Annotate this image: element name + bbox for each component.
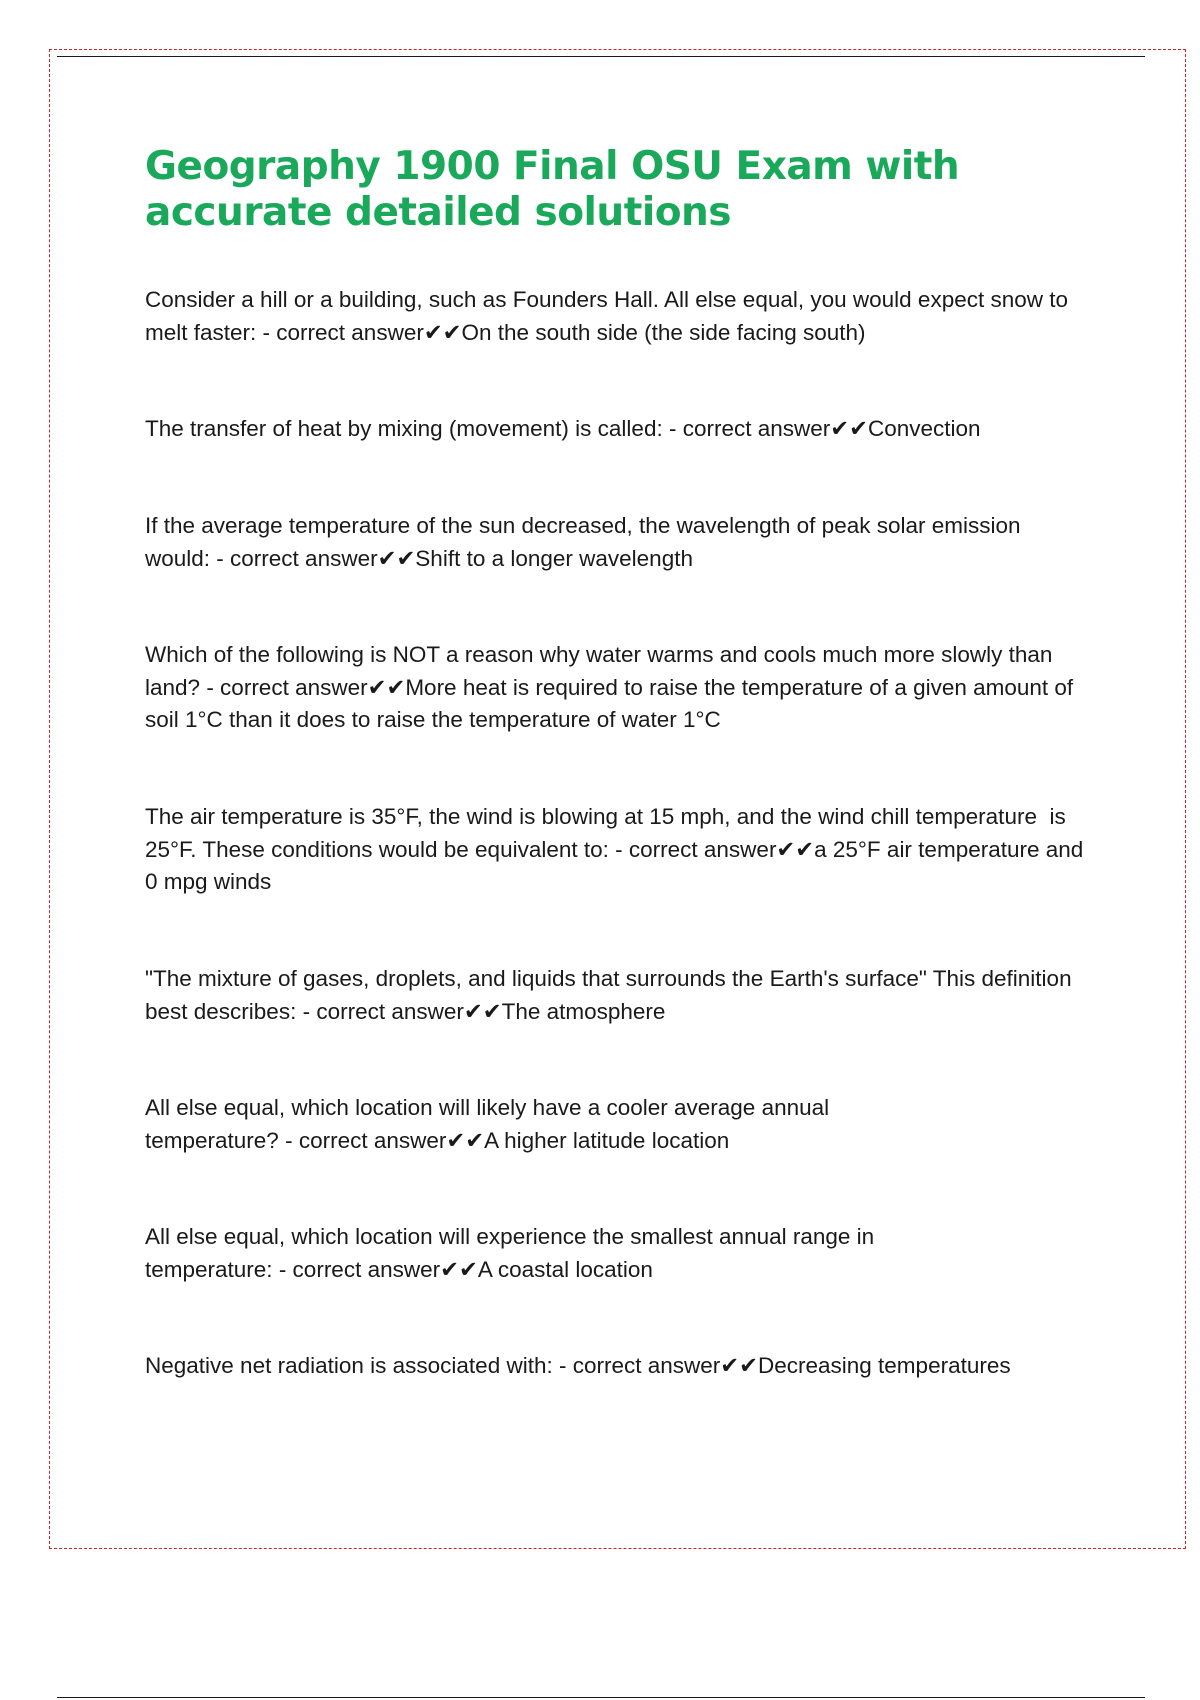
answer-marker: - correct answer✔✔	[662, 416, 868, 441]
qa-item-6	[145, 963, 1095, 1028]
question-text: All else equal, which location will experience the smallest annual range in temperature:	[145, 1224, 881, 1282]
question-text: All else equal, which location will likely have a cooler average annual temperature?	[145, 1095, 836, 1153]
answer-text: More heat is required to raise the temperature of a given amount of soil 1°C than it does to raise the temperature of water 1°C	[145, 674, 1080, 732]
answer-text: The atmosphere	[501, 998, 666, 1024]
qa-item-7	[145, 1092, 1095, 1157]
qa-item-9	[145, 1350, 1095, 1383]
answer-marker: - correct answer✔✔	[278, 1127, 485, 1153]
page-frame	[49, 49, 1186, 1549]
question-text: The transfer of heat by mixing (movement) is called:	[145, 416, 663, 441]
answer-text: Shift to a longer wavelength	[415, 545, 693, 571]
answer-text: On the south side (the side facing south)	[461, 319, 866, 345]
answer-text: Decreasing temperatures	[757, 1353, 1011, 1378]
qa-item-5	[145, 801, 1095, 899]
question-text: If the average temperature of the sun decreased, the wavelength of peak solar emission would:	[145, 513, 1027, 571]
answer-text: A higher latitude location	[484, 1127, 730, 1153]
answer-marker: - correct answer✔✔	[552, 1353, 758, 1378]
question-text: Which of the following is NOT a reason why water warms and cools much more slowly than land?	[145, 642, 1059, 700]
qa-item-8	[145, 1221, 1095, 1286]
question-text: Negative net radiation is associated with:	[145, 1353, 553, 1378]
answer-marker: - correct answer✔✔	[608, 836, 815, 862]
qa-item-4	[145, 639, 1095, 737]
qa-item-2	[145, 413, 1095, 446]
answer-marker: - correct answer✔✔	[200, 674, 406, 700]
bottom-rule	[57, 1697, 1145, 1698]
answer-marker: - correct answer✔✔	[256, 319, 462, 345]
answer-text: A coastal location	[477, 1256, 653, 1282]
answer-marker: - correct answer✔✔	[210, 545, 416, 571]
qa-item-1	[145, 284, 1095, 349]
answer-text: Convection	[867, 416, 981, 441]
question-text: The air temperature is 35°F, the wind is blowing at 15 mph, and the wind chill temperature is 25°F. These conditions would be equivalent to:	[145, 804, 1072, 862]
question-text: Consider a hill or a building, such as Founders Hall. All else equal, you would expect snow to melt faster:	[145, 287, 1075, 345]
answer-marker: - correct answer✔✔	[272, 1256, 478, 1282]
qa-item-3	[145, 510, 1095, 575]
answer-text: a 25°F air temperature and 0 mpg winds	[145, 836, 1090, 894]
question-text: "The mixture of gases, droplets, and liquids that surrounds the Earth's surface" This definition best describes:	[145, 966, 1078, 1024]
answer-marker: - correct answer✔✔	[296, 998, 502, 1024]
document-title: Geography 1900 Final OSU Exam with accurate detailed solutions	[145, 144, 960, 235]
